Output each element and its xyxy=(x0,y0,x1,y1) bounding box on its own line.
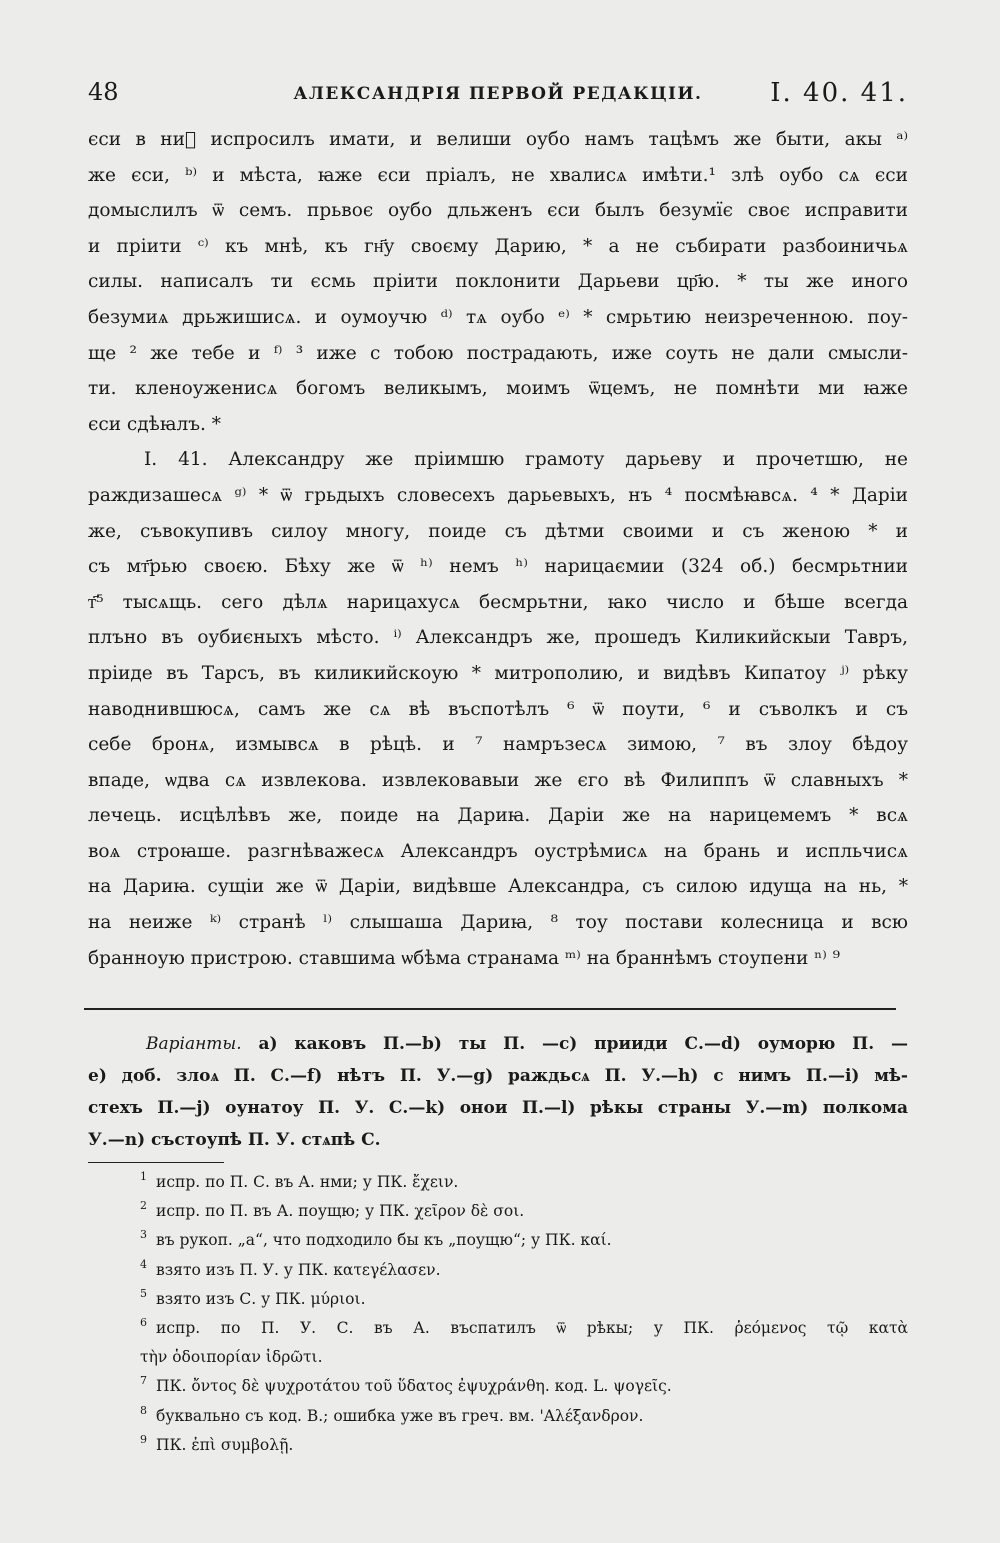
main-text xyxy=(88,122,908,976)
footnote-divider xyxy=(84,1008,896,1010)
footnote xyxy=(140,1431,908,1460)
text-line: т҃⁵ тысѧщь. сего дѣлѧ нарицахусѧ бесмрьтни, ꙗко число и бѣше всегда xyxy=(88,591,908,613)
text-line: впаде, ѡдва сѧ извлекова. извлековавыи же єго вѣ Филиппъ ѿ славныхъ * xyxy=(88,769,908,791)
variants-line: e) доб. злоѧ П. С.—f) нѣтъ П. У.—g) раждьсѧ П. У.—h) с нимъ П.—i) мѣ- xyxy=(88,1066,908,1086)
section-start-line: I. 41. Александру же пріимшю грамоту дарьеву и прочетшю, не xyxy=(144,449,908,471)
footnote xyxy=(140,1314,908,1343)
text-line: плъно въ оубиєныхъ мѣсто. ⁱ⁾ Александръ же, прошедъ Киликийскыи Тавръ, xyxy=(88,627,908,649)
footnote xyxy=(140,1168,908,1197)
text-line: на неиже ᵏ⁾ странѣ ˡ⁾ слышаша Дариꙗ, ⁸ тоу постави колесница и всю xyxy=(88,912,908,934)
footnote-text: испр. по П. С. въ А. нми; у ПК. ἔχειν. xyxy=(156,1173,459,1191)
variants-line xyxy=(88,1028,908,1060)
text-line: ти. кленоуженисѧ богомъ великымъ, моимъ ѿцемъ, не помнѣти ми ꙗже xyxy=(88,378,908,400)
footnote-text: буквально съ код. B.; ошибка уже въ греч. вм. 'Αλέξανδρον. xyxy=(156,1406,644,1425)
footnote-continuation xyxy=(140,1343,908,1372)
text-line: ще ² же тебе и ᶠ⁾ ³ иже с тобою пострадають, иже соуть не дали смысли- xyxy=(88,342,908,364)
footnote-number: 8 xyxy=(140,1403,147,1417)
variants-apparatus xyxy=(88,1028,908,1156)
footnote-text: въ рукоп. „а“, что подходило бы къ „поущю“; у ПК. καί. xyxy=(156,1231,612,1250)
footnote-number: 3 xyxy=(140,1228,147,1242)
text-line: же, съвокупивъ силоу многу, поиде съ дѣтми своими и съ женою * и xyxy=(88,520,908,542)
footnote xyxy=(140,1226,908,1255)
text-line: наводнившюсѧ, самъ же сѧ вѣ въспотѣлъ ⁶ ѿ поути, ⁶ и съволкъ и съ xyxy=(88,698,908,720)
footnote xyxy=(140,1197,908,1226)
footnote-number: 4 xyxy=(140,1257,147,1271)
footnote-number: 5 xyxy=(140,1286,147,1300)
text-line: на Дариꙗ. сущіи же ѿ Даріи, видѣвше Александра, съ силою идуща на нь, * xyxy=(88,876,908,898)
variants-label: Варіанты. xyxy=(146,1034,242,1054)
footnote-text: ПК. ὄντος δὲ ψυχροτάτου τοῦ ὕδατος ἐψυχράνθη. код. L. ψογεῖς. xyxy=(156,1377,672,1396)
text-line: силы. написалъ ти єсмь пріити поклонити Дарьеви цр҃ю. * ты же иного xyxy=(88,271,908,293)
section-reference: I. 40. 41. xyxy=(770,78,908,108)
text-line: безумиѧ дрьжишисѧ. и оумоучю ᵈ⁾ тѧ оубо ᵉ⁾ * смрьтию неизреченною. поу- xyxy=(88,306,908,328)
footnote-number: 1 xyxy=(140,1170,147,1183)
footnote-text: испр. по П. У. С. въ А. въспатилъ ѿ рѣкы; у ПК. ῥεόμενος τῷ κατὰ xyxy=(156,1318,908,1337)
text-line: браннoую пристрою. ставшима ѡбѣма странама ᵐ⁾ на браннѣмъ стоупени ⁿ⁾ ⁹ xyxy=(88,947,841,969)
text-line: себе бронѧ, измывсѧ в рѣцѣ. и ⁷ намръзесѧ зимою, ⁷ въ злоу бѣдоу xyxy=(88,734,908,756)
running-title: АЛЕКСАНДРІЯ ПЕРВОЙ РЕДАКЦІИ. xyxy=(293,84,703,104)
footnote xyxy=(140,1285,908,1314)
variants-text: a) каковъ П.—b) ты П. —c) прииди С.—d) оуморю П. — xyxy=(258,1034,908,1054)
footnote-number: 6 xyxy=(140,1315,147,1329)
variants-line: У.—n) състоупѣ П. У. стѧпѣ С. xyxy=(88,1130,381,1150)
footnote xyxy=(140,1372,908,1401)
text-line: съ мт҃рью своєю. Бѣху же ѿ ʰ⁾ немъ ʰ⁾ нарицаємии (324 об.) бесмрьтнии xyxy=(88,556,908,578)
text-line: воѧ строꙗше. разгнѣважесѧ Александръ оустрѣмисѧ на брань и испльчисѧ xyxy=(88,840,908,862)
text-line: єси в ниⷯ испросилъ имати, и велиши оубо намъ тацѣмъ же быти, акы ᵃ⁾ xyxy=(88,129,908,150)
footnote-number: 2 xyxy=(140,1199,147,1213)
notes-divider xyxy=(88,1162,224,1163)
footnote-text: ПК. ἐπὶ συμβολῇ. xyxy=(156,1435,294,1454)
variants-line: стехъ П.—j) оунатоу П. У. С.—k) онои П.—l) рѣкы страны У.—m) полкома xyxy=(88,1098,908,1118)
footnote-text: взято изъ С. у ПК. μύριοι. xyxy=(156,1289,366,1308)
footnote-number: 7 xyxy=(140,1374,147,1388)
footnote-text: испр. по П. въ А. поущю; у ПК. χεῖρον δὲ σοι. xyxy=(156,1202,525,1221)
text-line: пріиде въ Тарсъ, въ киликийскоую * митрополию, и видѣвъ Кипатоу ʲ⁾ рѣку xyxy=(88,662,908,684)
page-number: 48 xyxy=(88,78,119,106)
text-line: раждизашесѧ ᵍ⁾ * ѿ грьдыхъ словесехъ дарьевыхъ, нъ ⁴ посмѣꙗвсѧ. ⁴ * Даріи xyxy=(88,484,908,506)
text-line: лечець. исцѣлѣвъ же, поиде на Дариꙗ. Даріи же на нарицемемъ * всѧ xyxy=(88,805,908,827)
footnote-number: 9 xyxy=(140,1432,147,1446)
footnote-text: τὴν ὁδοιπορίαν ἱδρῶτι. xyxy=(140,1348,323,1367)
text-line: єси сдѣꙗлъ. * xyxy=(88,413,222,435)
footnote xyxy=(140,1256,908,1285)
footnote-text: взято изъ П. У. у ПК. κατεγέλασεν. xyxy=(156,1260,441,1279)
text-line: и пріити ᶜ⁾ къ мнѣ, къ гн҃у своєму Дарию, * а не събирати разбоиничьѧ xyxy=(88,235,908,257)
footnotes xyxy=(140,1168,908,1460)
text-line: домыслилъ ѿ семъ. прьвоє оубо дльженъ єси былъ безумїє своє исправити xyxy=(88,200,908,222)
footnote xyxy=(140,1402,908,1431)
running-header xyxy=(88,78,908,114)
text-line: же єси, ᵇ⁾ и мѣста, ꙗже єси пріалъ, не хвалисѧ имѣти.¹ злѣ оубо сѧ єси xyxy=(88,164,908,186)
